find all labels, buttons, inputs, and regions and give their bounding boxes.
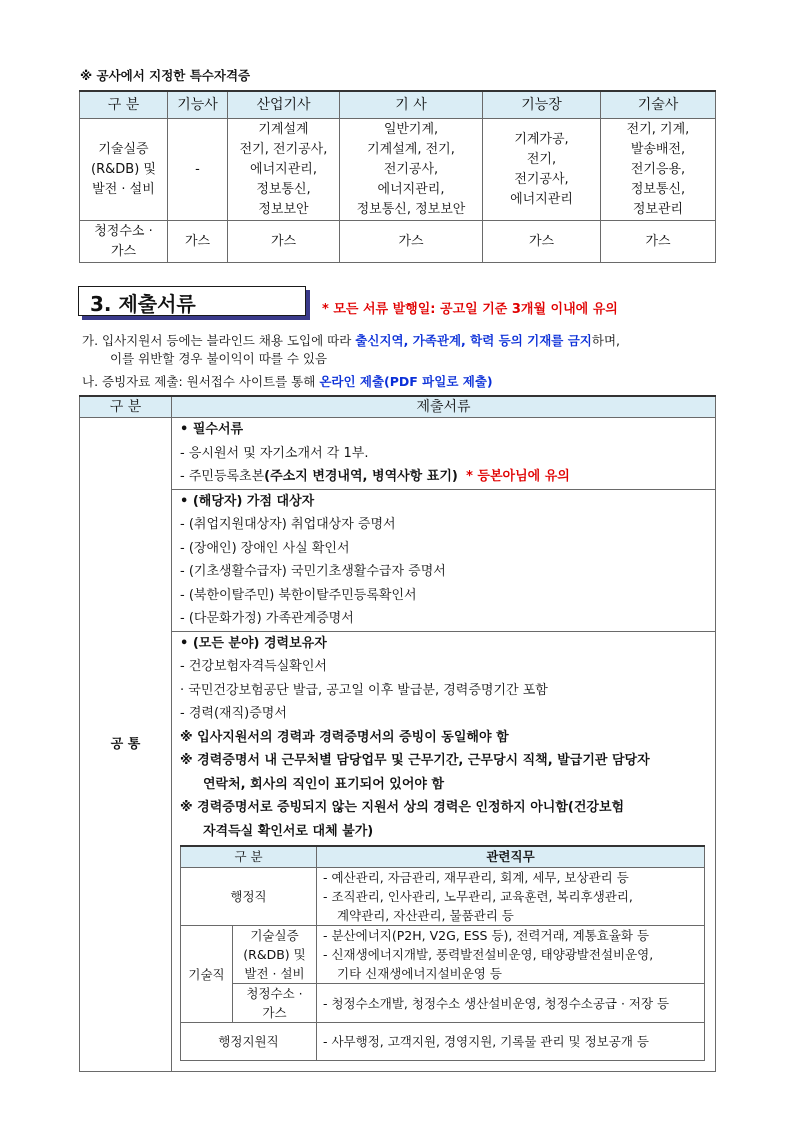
row-label-common: 공 통: [80, 418, 172, 1072]
sub-table-header: [181, 846, 705, 868]
career-note-cont: 연락처, 회사의 직인이 표기되어 있어야 함: [203, 776, 445, 792]
spec-cell: 가스: [168, 221, 228, 263]
paragraph-na: 나. 증빙자료 제출: 원서접수 사이트를 통해 온라인 제출(PDF 파일로 제출): [82, 374, 493, 389]
special-cert-table: [79, 90, 716, 263]
related-duties-wrap: [180, 845, 707, 1061]
table-row: [181, 926, 705, 984]
documents-table: [79, 395, 716, 1072]
job-tech-label: 기술직: [181, 926, 233, 1023]
spec-header-cell: 기술사: [601, 91, 716, 119]
job-support-label: 행정지원직: [181, 1023, 317, 1061]
table-row: [181, 1023, 705, 1061]
job-admin-duties: - 예산관리, 자금관리, 재무관리, 회계, 세무, 보상관리 등 - 조직관리, 인사관리, 노무관리, 교육훈련, 복리후생관리, 계약관리, 자산관리, 물품관리 등: [317, 868, 705, 926]
spec-header-cell: 산업기사: [228, 91, 340, 119]
docs-table-header: [80, 396, 716, 418]
spec-row-label: 기술실증 (R&DB) 및 발전 · 설비: [80, 119, 168, 221]
list-item: - 응시원서 및 자기소개서 각 1부.: [180, 445, 369, 461]
docs-header-documents: 제출서류: [172, 396, 716, 418]
sub-header-duties: 관련직무: [317, 846, 705, 868]
list-item: - (장애인) 장애인 사실 확인서: [180, 540, 350, 556]
list-item: - (취업지원대상자) 취업대상자 증명서: [180, 517, 396, 532]
spec-header-cell: 기 사: [340, 91, 483, 119]
list-item: - (기초생활수급자) 국민기초생활수급자 증명서: [180, 564, 446, 579]
job-admin-label: 행정직: [181, 868, 317, 926]
career-docs-title: • (모든 분야) 경력보유자: [180, 635, 327, 651]
career-note: ※ 입사지원서의 경력과 경력증명서의 증빙이 동일해야 함: [180, 729, 509, 745]
list-item: - 경력(재직)증명서: [180, 706, 287, 721]
table-row: [80, 221, 716, 263]
spec-cell: -: [168, 119, 228, 221]
required-docs-title: • 필수서류: [180, 422, 244, 437]
table-row: [80, 631, 716, 1072]
docs-header-category: 구 분: [80, 396, 172, 418]
career-docs-cell: [172, 631, 716, 1072]
spec-header-cell: 기능장: [483, 91, 601, 119]
section-note: * 모든 서류 발행일: 공고일 기준 3개월 이내에 유의: [322, 302, 618, 317]
section-title-box: [78, 286, 306, 316]
list-item: - (북한이탈주민) 북한이탈주민등록확인서: [180, 587, 417, 603]
table-row: [181, 984, 705, 1023]
spec-cell: 기계설계 전기, 전기공사, 에너지관리, 정보통신, 정보보안: [228, 119, 340, 221]
table-row: [80, 418, 716, 490]
job-tech-duties: - 청정수소개발, 청정수소 생산설비운영, 청정수소공급 · 저장 등: [317, 984, 705, 1023]
section-title: 3. 제출서류: [90, 292, 196, 316]
table-row: [80, 119, 716, 221]
special-cert-note: ※ 공사에서 지정한 특수자격증: [80, 68, 251, 83]
spec-header-cell: 구 분: [80, 91, 168, 119]
table-row: [80, 489, 716, 631]
job-tech-sub-label: 기술실증 (R&DB) 및 발전 · 설비: [233, 926, 317, 984]
spec-cell: 가스: [483, 221, 601, 263]
spec-header-cell: 기능사: [168, 91, 228, 119]
job-tech-duties: - 분산에너지(P2H, V2G, ESS 등), 전력거래, 계통효율화 등 - 신재생에너지개발, 풍력발전설비운영, 태양광발전설비운영, 기타 신재생에너지설비운영 등: [317, 926, 705, 984]
spec-cell: 기계가공, 전기, 전기공사, 에너지관리: [483, 119, 601, 221]
sub-header-category: 구 분: [181, 846, 317, 868]
spec-table-header: [80, 91, 716, 119]
table-row: [181, 868, 705, 926]
spec-row-label: 청정수소 · 가스: [80, 221, 168, 263]
spec-cell: 일반기계, 기계설계, 전기, 전기공사, 에너지관리, 정보통신, 정보보안: [340, 119, 483, 221]
career-note: ※ 경력증명서 내 근무처별 담당업무 및 근무기간, 근무당시 직책, 발급기관 담당자: [180, 753, 650, 768]
job-tech-sub-label: 청정수소 · 가스: [233, 984, 317, 1023]
spec-cell: 가스: [340, 221, 483, 263]
related-duties-table: [180, 845, 705, 1061]
bonus-docs-cell: [172, 489, 716, 631]
paragraph-ga-line2: 이를 위반할 경우 불이익이 따를 수 있음: [110, 351, 328, 366]
job-support-duties: - 사무행정, 고객지원, 경영지원, 기록물 관리 및 정보공개 등: [317, 1023, 705, 1061]
resident-record-item: - 주민등록초본(주소지 변경내역, 병역사항 표기) * 등본아님에 유의: [180, 469, 570, 484]
spec-cell: 전기, 기계, 발송배전, 전기응용, 정보통신, 정보관리: [601, 119, 716, 221]
spec-cell: 가스: [601, 221, 716, 263]
required-docs-cell: [172, 418, 716, 490]
spec-cell: 가스: [228, 221, 340, 263]
list-item: - 건강보험자격득실확인서: [180, 659, 327, 674]
bonus-docs-title: • (해당자) 가점 대상자: [180, 493, 315, 509]
list-item: · 국민건강보험공단 발급, 공고일 이후 발급분, 경력증명기간 포함: [180, 682, 548, 698]
career-note-cont: 자격득실 확인서로 대체 불가): [203, 823, 374, 839]
career-note: ※ 경력증명서로 증빙되지 않는 지원서 상의 경력은 인정하지 아니함(건강보험: [180, 800, 625, 815]
paragraph-ga: 가. 입사지원서 등에는 블라인드 채용 도입에 따라 출신지역, 가족관계, 학력 등의 기재를 금지하며,: [82, 333, 620, 348]
list-item: - (다문화가정) 가족관계증명서: [180, 611, 354, 626]
